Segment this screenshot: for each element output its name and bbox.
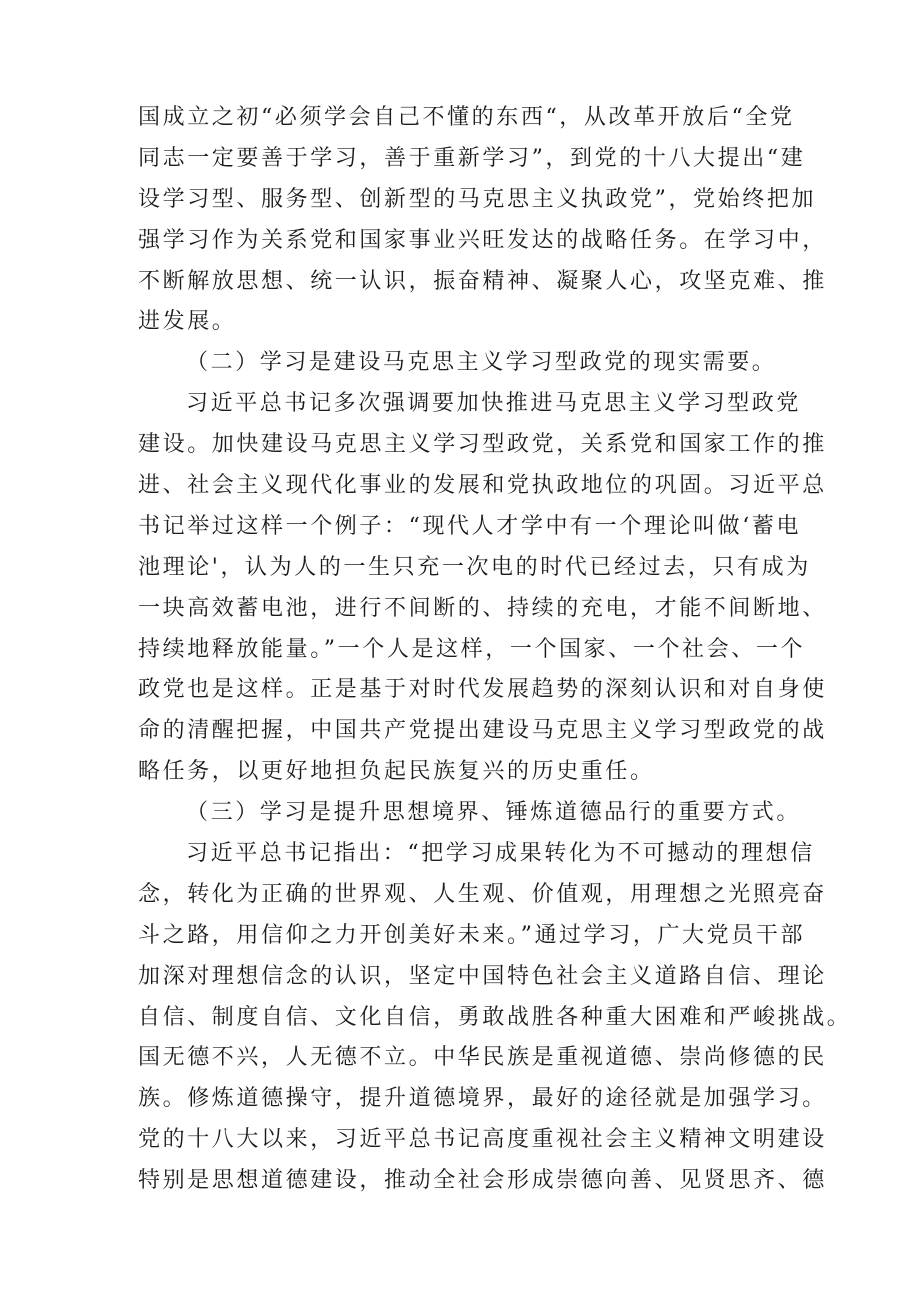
text-line: 党的十八大以来，习近平总书记高度重视社会主义精神文明建设 — [138, 1127, 827, 1153]
text-line: 念，转化为正确的世界观、人生观、价值观，用理想之光照亮奋 — [138, 881, 827, 907]
text-line: 斗之路，用信仰之力开创美好未来。”通过学习，广大党员干部 — [138, 922, 806, 948]
text-line: 自信、制度自信、文化自信，勇敢战胜各种重大困难和严峻挑战。 — [138, 1004, 852, 1030]
text-line: 略任务，以更好地担负起民族复兴的历史重任。 — [138, 759, 655, 785]
text-line: 强学习作为关系党和国家事业兴旺发达的战略任务。在学习中， — [138, 227, 827, 253]
text-line: 政党也是这样。正是基于对时代发展趋势的深刻认识和对自身使 — [138, 677, 827, 703]
section-heading-3: （三）学习是提升思想境界、锤炼道德品行的重要方式。 — [186, 800, 802, 826]
text-line: 持续地释放能量。”一个人是这样，一个国家、一个社会、一个 — [138, 636, 806, 662]
text-line: 进发展。 — [138, 309, 237, 335]
text-line: 国无德不兴，人无德不立。中华民族是重视道德、崇尚修德的民 — [138, 1045, 827, 1071]
text-line: 进、社会主义现代化事业的发展和党执政地位的巩固。习近平总 — [138, 473, 827, 499]
paragraph-first-line: 习近平总书记指出：“把学习成果转化为不可撼动的理想信 — [186, 841, 815, 867]
section-heading-2: （二）学习是建设马克思主义学习型政党的现实需要。 — [186, 350, 777, 376]
text-line: 特别是思想道德建设，推动全社会形成崇德向善、见贤思齐、德 — [138, 1168, 827, 1194]
text-line: 命的清醒把握，中国共产党提出建设马克思主义学习型政党的战 — [138, 718, 827, 744]
text-line: 建设。加快建设马克思主义学习型政党，关系党和国家工作的推 — [138, 432, 827, 458]
text-line: 加深对理想信念的认识，坚定中国特色社会主义道路自信、理论 — [138, 963, 827, 989]
text-line: 不断解放思想、统一认识，振奋精神、凝聚人心，攻坚克难、推 — [138, 268, 827, 294]
text-line: 一块高效蓄电池，进行不间断的、持续的充电，才能不间断地、 — [138, 595, 827, 621]
body-text — [138, 98, 852, 1202]
text-line: 池理论'，认为人的一生只充一次电的时代已经过去，只有成为 — [138, 554, 811, 580]
paragraph-first-line: 习近平总书记多次强调要加快推进马克思主义学习型政党 — [186, 391, 802, 417]
text-line: 国成立之初“必须学会自己不懂的东西“，从改革开放后“全党 — [138, 105, 795, 130]
text-line: 书记举过这样一个例子：“现代人才学中有一个理论叫做‘蓄电 — [138, 513, 802, 539]
text-line: 族。修炼道德操守，提升道德境界，最好的途径就是加强学习。 — [138, 1086, 827, 1112]
text-line: 同志一定要善于学习，善于重新学习”，到党的十八大提出“建 — [138, 145, 806, 171]
text-line: 设学习型、服务型、创新型的马克思主义执政党”，党始终把加 — [138, 186, 817, 212]
